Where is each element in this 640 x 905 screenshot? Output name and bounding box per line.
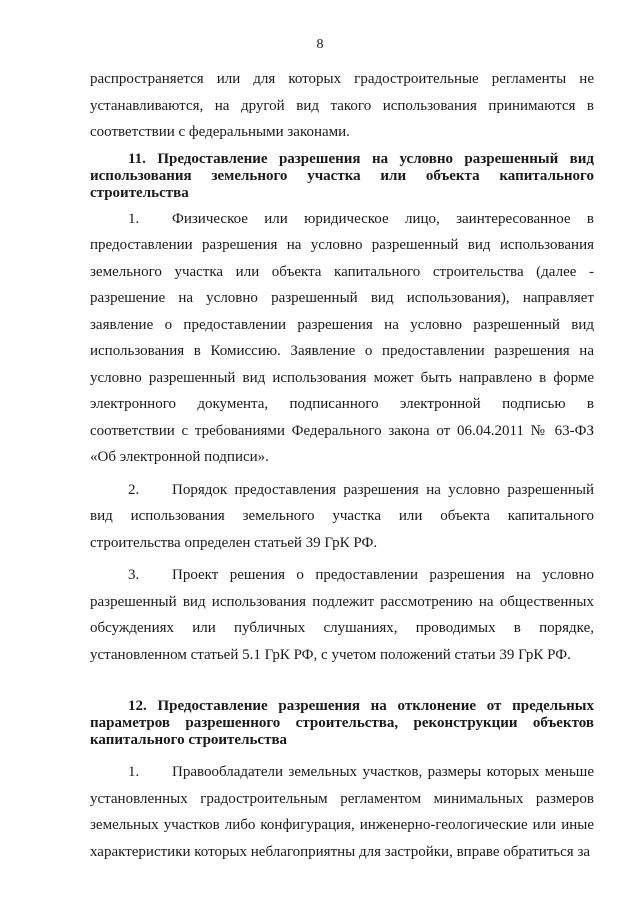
section-11-item-3	[90, 562, 594, 668]
page-number: 8	[316, 37, 324, 52]
section-12-heading: 12. Предоставление разрешения на отклонение от предельных параметров разрешенного строительства, реконструкции объектов капитального строительства	[90, 698, 594, 748]
item-text: Порядок предоставления разрешения на условно разрешенный вид использования земельного участка или объекта капитального строительства определен статьей 39 ГрК РФ.	[90, 481, 594, 551]
item-text: Физическое или юридическое лицо, заинтересованное в предоставлении разрешения на условно разрешенный вид использования земельного участка или объекта капитального строительства (далее - разрешение на условно разрешенный вид использования), направляет заявление о предоставлении разрешения на условно разрешенный вид использования в Комиссию. Заявление о предоставлении разрешения на условно разрешенный вид использования может быть направлено в форме электронного документа, подписанного электронной подписью в соответствии с требованиями Федерального закона от 06.04.2011 № 63-ФЗ «Об электронной подписи».	[90, 210, 594, 465]
item-text: Правообладатели земельных участков, размеры которых меньше установленных градостроительным регламентом минимальных размеров земельных участков либо конфигурация, инженерно-геологические или иные характеристики которых неблагоприятны для застройки, вправе обратиться за	[90, 764, 594, 860]
item-number: 2.	[128, 481, 140, 498]
item-number: 3.	[128, 567, 140, 583]
section-11-item-2	[90, 477, 594, 557]
section-11-heading: 11. Предоставление разрешения на условно разрешенный вид использования земельного участка или объекта капитального строительства	[90, 150, 594, 201]
intro-paragraph: распространяется или для которых градостроительные регламенты не устанавливаются, на другой вид такого использования принимаются в соответствии с федеральными законами.	[90, 71, 594, 140]
section-11-item-1	[90, 206, 594, 471]
item-text: Проект решения о предоставлении разрешения на условно разрешенный вид использования подлежит рассмотрению на общественных обсуждениях или публичных слушаниях, проводимых в порядке, установленном статьей 5.1 ГрК РФ, с учетом положений статьи 39 ГрК РФ.	[90, 567, 594, 663]
item-number: 1.	[128, 210, 140, 227]
section-12-item-1	[90, 759, 594, 865]
document-body	[90, 66, 594, 865]
item-number: 1.	[128, 764, 140, 780]
